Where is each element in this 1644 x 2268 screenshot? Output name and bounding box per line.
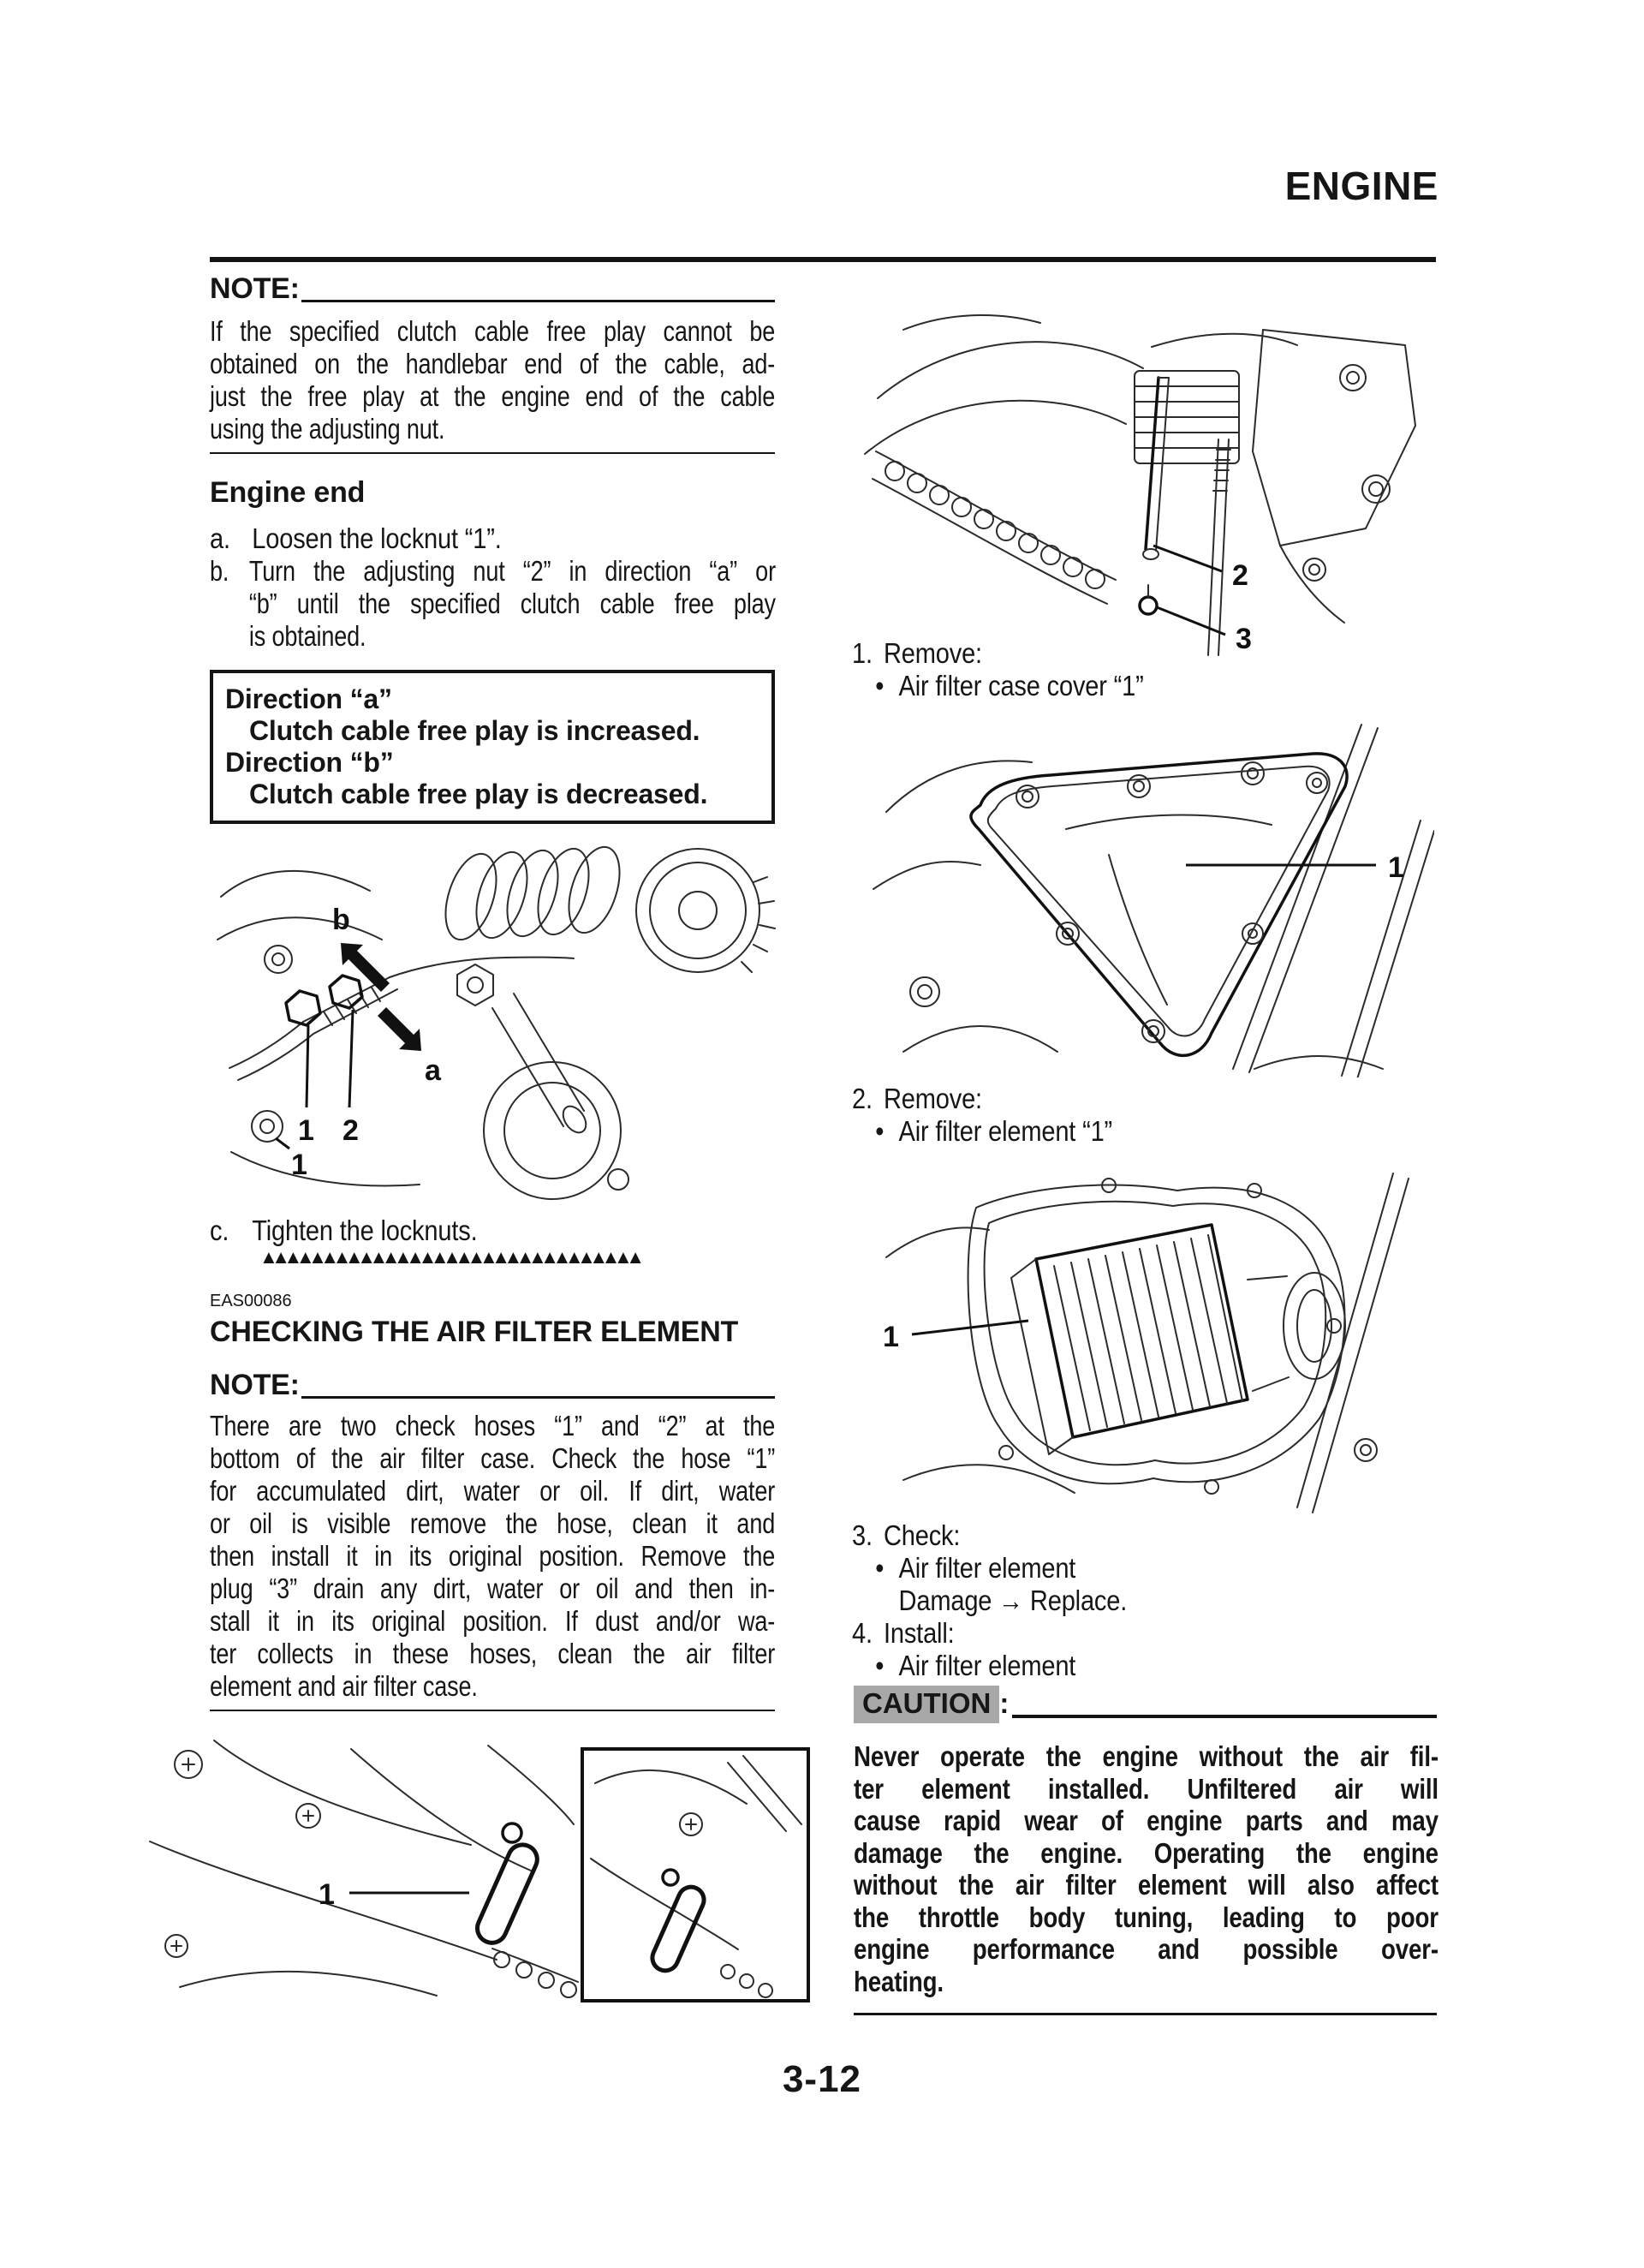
section-separator-triangles: ▲▲▲▲▲▲▲▲▲▲▲▲▲▲▲▲▲▲▲▲▲▲▲▲▲▲▲▲▲▲▲ bbox=[259, 1246, 639, 1268]
check-hose-bottom-diagram bbox=[128, 1730, 813, 2004]
note2-paragraph: There are two check hoses “1” and “2” at the bottom of the air filter case. Check the hose “1” for accumulated dirt, water or oil. If dirt, water or oil is visible remove the hose, clean it and then install it in its original position. Remove the plug “3” drain any dirt, water or oil and then in- stall it in its original position. If dust and/or wa- ter collects in these hoses, clean the air filter element and air filter case. bbox=[210, 1410, 776, 1702]
air-filter-case-cover-diagram bbox=[852, 709, 1434, 1077]
callout-check-hose-1: 1 bbox=[319, 1878, 335, 1911]
bullet-icon: • bbox=[875, 1115, 885, 1147]
step-4-bullet bbox=[852, 1650, 1460, 1682]
step-a-marker: a. bbox=[210, 522, 230, 554]
step-b bbox=[210, 555, 776, 653]
step-3-bullet bbox=[852, 1552, 1460, 1585]
step-1-marker: 1. bbox=[852, 637, 873, 669]
callout-locknut-1: 1 bbox=[298, 1114, 314, 1147]
callout-element-1: 1 bbox=[883, 1321, 899, 1353]
callout-plug-3: 3 bbox=[1236, 623, 1252, 655]
note1-underline bbox=[301, 300, 775, 302]
step-a-text: Loosen the locknut “1”. bbox=[252, 522, 502, 554]
callout-direction-b: b bbox=[332, 904, 350, 936]
step-4-marker: 4. bbox=[852, 1617, 873, 1649]
step-2-bullet-text: Air filter element “1” bbox=[898, 1115, 1113, 1147]
header-rule bbox=[210, 257, 1436, 262]
callout-cover-1: 1 bbox=[1388, 851, 1404, 884]
direction-a-label: Direction “a” bbox=[225, 683, 392, 714]
check-hose-art bbox=[150, 1740, 808, 2001]
engine-end-heading: Engine end bbox=[210, 476, 366, 509]
step-a bbox=[210, 522, 775, 555]
note2-heading-row bbox=[210, 1369, 775, 1402]
caution-paragraph: Never operate the engine without the air fil- ter element installed. Unfiltered air will cause rapid wear of engine parts and may damage the engine. Operating the engine without the air filter element will also affect the throttle body tuning, leading to poor engine performance and possible over- heating. bbox=[854, 1740, 1438, 1997]
callout-hose-2: 2 bbox=[1232, 559, 1248, 592]
step-2-marker: 2. bbox=[852, 1083, 873, 1114]
air-filter-element-diagram bbox=[852, 1155, 1434, 1514]
step-c bbox=[210, 1215, 775, 1247]
check-hoses-engine-diagram bbox=[852, 295, 1434, 681]
step-4-bullet-text: Air filter element bbox=[898, 1650, 1076, 1681]
page-number: 3-12 bbox=[782, 2058, 862, 2100]
bullet-icon: • bbox=[875, 1552, 885, 1584]
step-2-action: Remove: bbox=[883, 1083, 982, 1114]
page-title: ENGINE bbox=[1284, 164, 1438, 208]
step-1-bullet bbox=[852, 670, 1460, 702]
section-heading: CHECKING THE AIR FILTER ELEMENT bbox=[210, 1316, 739, 1348]
direction-b-label: Direction “b” bbox=[225, 747, 394, 778]
step-3-action: Check: bbox=[883, 1519, 961, 1551]
check-hoses-art bbox=[865, 315, 1415, 655]
note2-closing-rule bbox=[210, 1710, 775, 1711]
note1-paragraph: If the specified clutch cable free play cannot be obtained on the handlebar end of the cable, ad- just the free play at the engine end of the cable using the adjusting nut. bbox=[210, 315, 776, 445]
step-3-result: Damage → Replace. bbox=[898, 1585, 1128, 1616]
caution-colon: : bbox=[999, 1687, 1010, 1719]
step-3 bbox=[852, 1519, 1437, 1552]
note1-label: NOTE: bbox=[210, 272, 300, 305]
direction-b-value: Clutch cable free play is decreased. bbox=[249, 779, 708, 809]
step-3-bullet-text: Air filter element bbox=[898, 1552, 1076, 1584]
caution-closing-rule bbox=[854, 2013, 1437, 2015]
step-4-action: Install: bbox=[883, 1617, 955, 1649]
callout-direction-a: a bbox=[425, 1054, 441, 1087]
step-1-action: Remove: bbox=[883, 637, 982, 669]
step-4 bbox=[852, 1617, 1437, 1650]
step-1-bullet-text: Air filter case cover “1” bbox=[898, 670, 1144, 701]
step-1 bbox=[852, 637, 1437, 670]
note2-underline bbox=[301, 1396, 775, 1399]
step-b-marker: b. bbox=[210, 555, 229, 587]
note2-label: NOTE: bbox=[210, 1369, 300, 1401]
caution-underline bbox=[1012, 1715, 1437, 1718]
step-c-text: Tighten the locknuts. bbox=[252, 1215, 478, 1246]
callout-adjusting-nut-2: 2 bbox=[342, 1114, 359, 1147]
bullet-icon: • bbox=[875, 670, 885, 701]
clutch-adjuster-diagram bbox=[214, 844, 779, 1203]
callout-locknut-1b: 1 bbox=[291, 1149, 307, 1181]
step-2 bbox=[852, 1083, 1437, 1115]
step-c-marker: c. bbox=[210, 1215, 229, 1246]
note1-heading-row bbox=[210, 272, 775, 306]
note1-closing-rule bbox=[210, 452, 775, 454]
step-b-text: Turn the adjusting nut “2” in direction “a” or “b” until the specified clutch cable free play is obtained. bbox=[248, 555, 776, 652]
bullet-icon: • bbox=[875, 1650, 885, 1681]
step-3-marker: 3. bbox=[852, 1519, 873, 1551]
step-2-bullet bbox=[852, 1115, 1460, 1148]
filter-element-art bbox=[886, 1173, 1409, 1513]
direction-spec-box bbox=[210, 670, 775, 824]
case-cover-art bbox=[873, 725, 1434, 1077]
section-code: EAS00086 bbox=[210, 1292, 292, 1310]
caution-label: CAUTION bbox=[854, 1686, 999, 1723]
direction-a-value: Clutch cable free play is increased. bbox=[249, 715, 700, 746]
caution-heading-row bbox=[854, 1686, 1437, 1723]
